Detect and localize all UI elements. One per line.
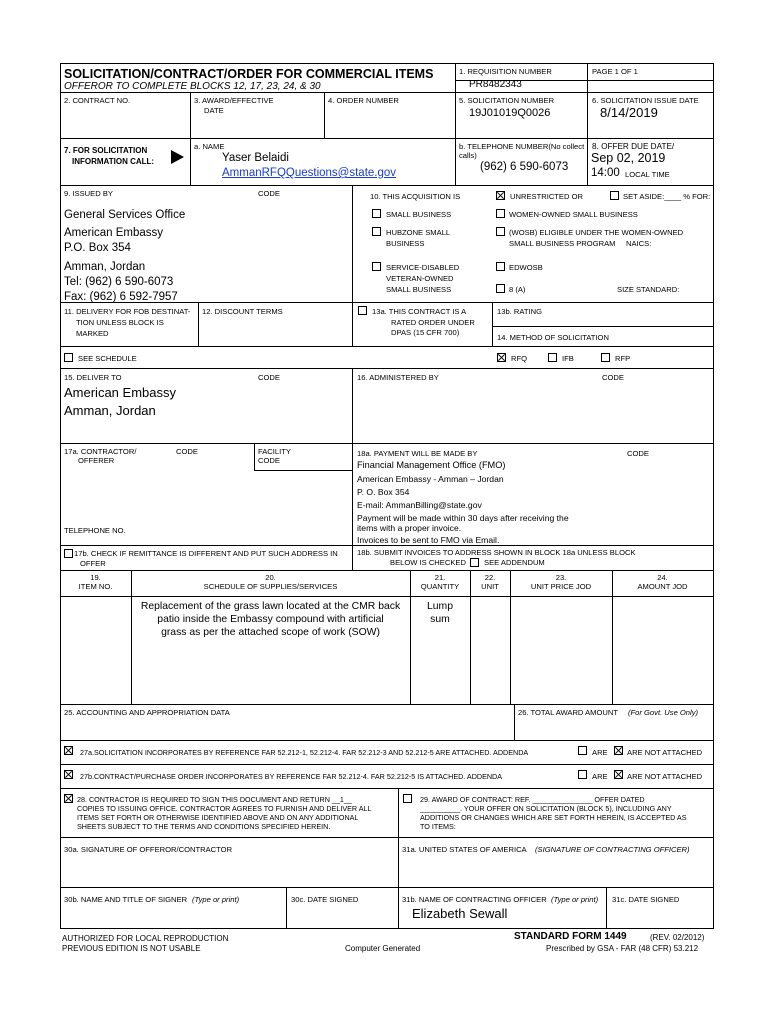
rated-order-checkbox[interactable] (358, 306, 367, 315)
col-header-item-number: 19. (90, 573, 101, 582)
col-header-amount: 24. (657, 573, 668, 582)
telephone-label: b. TELEPHONE NUMBER(No collect (459, 142, 585, 151)
unrestricted-label: UNRESTRICTED OR (510, 192, 583, 201)
block27a-are-not-label: ARE NOT ATTACHED (627, 748, 703, 757)
award-label-2: DATE (204, 106, 224, 115)
remittance-label: 17b. CHECK IF REMITTANCE IS DIFFERENT AND PUT SUCH ADDRESS IN (74, 549, 338, 558)
submit-invoices-label-2: BELOW IS CHECKED (390, 558, 466, 567)
rfq-checkbox[interactable] (497, 353, 506, 362)
order-number-label: 4. ORDER NUMBER (328, 96, 399, 105)
eight-a-checkbox[interactable] (496, 284, 505, 293)
method-label: 14. METHOD OF SOLICITATION (497, 333, 609, 342)
contractor-label-2: OFFERER (78, 456, 115, 465)
contracting-officer-label: 31b. NAME OF CONTRACTING OFFICER (402, 895, 547, 904)
footer-authorized: AUTHORIZED FOR LOCAL REPRODUCTION (62, 934, 229, 943)
naics-label: NAICS: (626, 239, 652, 248)
issue-date-value[interactable]: 8/14/2019 (600, 105, 658, 120)
issuer-line: Tel: (962) 6 590-6073 (64, 276, 174, 288)
block27a-checkbox[interactable] (64, 746, 73, 755)
see-addendum-label: SEE ADDENDUM (484, 558, 545, 567)
col-header-item-number-label: ITEM NO. (78, 582, 113, 591)
block7-label: 7. FOR SOLICITATION (64, 146, 148, 155)
rfp-label: RFP (615, 354, 631, 363)
offer-due-date[interactable]: Sep 02, 2019 (591, 151, 666, 165)
deliver-to-line: American Embassy (64, 385, 176, 400)
page-label: PAGE 1 OF 1 (592, 67, 638, 76)
see-schedule-label: SEE SCHEDULE (78, 354, 137, 363)
payment-note-2: items with a proper invoice. (357, 523, 462, 533)
set-aside-checkbox[interactable] (610, 191, 619, 200)
item-quantity-2: sum (430, 614, 450, 625)
women-owned-label: WOMEN-OWNED SMALL BUSINESS (509, 210, 638, 219)
total-award-label: 26. TOTAL AWARD AMOUNT (518, 708, 619, 717)
deliver-to-label: 15. DELIVER TO (64, 373, 122, 382)
deliver-to-line: Amman, Jordan (64, 403, 156, 418)
wosb-checkbox[interactable] (496, 227, 505, 236)
payment-line: E-mail: AmmanBilling@state.gov (357, 500, 482, 510)
rating-label: 13b. RATING (497, 307, 543, 316)
remittance-checkbox[interactable] (64, 549, 73, 558)
rated-order-label-3: DPAS (15 CFR 700) (391, 328, 460, 337)
rfp-checkbox[interactable] (601, 353, 610, 362)
payment-line: Financial Management Office (FMO) (357, 460, 506, 470)
footer-computer-generated: Computer Generated (345, 944, 421, 953)
unrestricted-checkbox[interactable] (496, 191, 505, 200)
block27a-are-not-checkbox[interactable] (614, 746, 623, 755)
issuer-line: General Services Office (64, 209, 186, 221)
local-time-label: LOCAL TIME (625, 170, 670, 179)
issuer-line: American Embassy (64, 227, 164, 239)
sdvosb-label: SERVICE-DISABLED (386, 263, 460, 272)
footer-form-rev: (REV. 02/2012) (650, 933, 705, 942)
signer-name-note: (Type or print) (192, 895, 240, 904)
telephone-value[interactable]: (962) 6 590-6073 (480, 161, 569, 173)
block29-checkbox[interactable] (403, 794, 412, 803)
col-header-amount-label: AMOUNT JOD (637, 582, 688, 591)
sdvosb-label-3: SMALL BUSINESS (386, 285, 452, 294)
payment-label: 18a. PAYMENT WILL BE MADE BY (357, 449, 478, 458)
block28-text: 28. CONTRACTOR IS REQUIRED TO SIGN THIS DOCUMENT AND RETURN __1__ (77, 795, 352, 804)
solicitation-number-value[interactable]: 19J01019Q0026 (469, 107, 551, 119)
item-description-3: grass as per the attached scope of work (SOW) (161, 627, 380, 638)
block29-text-3: ADDITIONS OR CHANGES WHICH ARE SET FORTH HEREIN, IS ACCEPTED AS (420, 813, 687, 822)
delivery-fob-label: 11. DELIVERY FOR FOB DESTINAT- (64, 307, 191, 316)
sdvosb-label-2: VETERAN-OWNED (386, 274, 454, 283)
block29-text-2: __________. YOUR OFFER ON SOLICITATION (BLOCK 5), INCLUDING ANY (420, 804, 672, 813)
delivery-fob-label-2: TION UNLESS BLOCK IS (76, 318, 164, 327)
remittance-label-2: OFFER (80, 559, 106, 568)
requisition-value[interactable]: PR8482343 (469, 79, 522, 90)
women-owned-checkbox[interactable] (496, 209, 505, 218)
col-header-unit-price-label: UNIT PRICE JOD (530, 582, 592, 591)
rfq-label: RFQ (511, 354, 528, 363)
deliver-to-code-label: CODE (258, 373, 280, 382)
signer-date-label: 30c. DATE SIGNED (291, 895, 359, 904)
contact-name[interactable]: Yaser Belaidi (222, 152, 289, 164)
col-header-quantity: 21. (434, 573, 446, 582)
block27a-are-label: ARE (592, 748, 608, 757)
small-business-label: SMALL BUSINESS (386, 210, 452, 219)
block27b-checkbox[interactable] (64, 770, 73, 779)
facility-code-label-2: CODE (258, 456, 280, 465)
block28-checkbox[interactable] (64, 794, 73, 803)
invoice-note: Invoices to be sent to FMO via Email. (357, 535, 500, 545)
offeror-signature-label: 30a. SIGNATURE OF OFFEROR/CONTRACTOR (64, 845, 233, 854)
block27b-are-not-checkbox[interactable] (614, 770, 623, 779)
payment-note: Payment will be made within 30 days after receiving the (357, 513, 569, 523)
item-quantity: Lump (427, 601, 453, 612)
telephone-label-2: calls) (459, 151, 477, 160)
wosb-label: (WOSB) ELIGIBLE UNDER THE WOMEN-OWNED (509, 228, 684, 237)
contractor-label: 17a. CONTRACTOR/ (64, 447, 137, 456)
footer-form-name: STANDARD FORM 1449 (514, 931, 627, 942)
block27a-are-checkbox[interactable] (578, 746, 587, 755)
rated-order-label-2: RATED ORDER UNDER (391, 318, 475, 327)
payment-code-label: CODE (627, 449, 649, 458)
administered-by-code-label: CODE (602, 373, 624, 382)
hubzone-checkbox[interactable] (372, 227, 381, 236)
form-title: SOLICITATION/CONTRACT/ORDER FOR COMMERCIAL ITEMS (64, 67, 434, 81)
name-label: a. NAME (194, 142, 225, 151)
small-business-checkbox[interactable] (372, 209, 381, 218)
contract-no-label: 2. CONTRACT NO. (64, 96, 131, 105)
accounting-label: 25. ACCOUNTING AND APPROPRIATION DATA (64, 708, 230, 717)
block27b-are-label: ARE (592, 772, 608, 781)
issue-date-label: 6. SOLICITATION ISSUE DATE (592, 96, 699, 105)
block28-text-2: COPIES TO ISSUING OFFICE. CONTRACTOR AGREES TO FURNISH AND DELIVER ALL (77, 804, 372, 813)
block27b-are-checkbox[interactable] (578, 770, 587, 779)
contact-email-link[interactable]: AmmanRFQQuestions@state.gov (222, 167, 397, 179)
acquisition-label: 10. THIS ACQUISITION IS (370, 192, 461, 201)
eight-a-label: 8 (A) (509, 285, 526, 294)
col-header-quantity-label: QUANTITY (420, 582, 460, 591)
col-header-unit-label: UNIT (481, 582, 499, 591)
issuer-line: P.O. Box 354 (64, 242, 131, 254)
co-date-label: 31c. DATE SIGNED (612, 895, 680, 904)
solicitation-number-label: 5. SOLICITATION NUMBER (459, 96, 555, 105)
set-aside-label: SET ASIDE:____ % FOR: (623, 192, 711, 201)
hubzone-label: HUBZONE SMALL (386, 228, 451, 237)
payment-line: American Embassy - Amman – Jordan (357, 474, 504, 484)
footer-previous-edition: PREVIOUS EDITION IS NOT USABLE (62, 944, 201, 953)
block29-text: 29. AWARD OF CONTRACT: REF. _______________ OFFER DATED (420, 795, 645, 804)
edwosb-checkbox[interactable] (496, 262, 505, 271)
block27b-text: 27b.CONTRACT/PURCHASE ORDER INCORPORATES BY REFERENCE FAR 52.212-4. FAR 52.212-5 IS ATTACHED. ADDENDA (80, 772, 503, 781)
us-signature-note: (SIGNATURE OF CONTRACTING OFFICER) (535, 845, 690, 854)
ifb-label: IFB (562, 354, 574, 363)
see-addendum-checkbox[interactable] (470, 558, 479, 567)
total-award-note: (For Govt. Use Only) (628, 708, 699, 717)
delivery-fob-label-3: MARKED (76, 329, 109, 338)
block29-text-4: TO ITEMS: (420, 822, 456, 831)
issuer-line: Amman, Jordan (64, 261, 146, 273)
submit-invoices-label: 18b. SUBMIT INVOICES TO ADDRESS SHOWN IN BLOCK 18a UNLESS BLOCK (357, 548, 636, 557)
ifb-checkbox[interactable] (548, 353, 557, 362)
col-header-schedule-label: SCHEDULE OF SUPPLIES/SERVICES (203, 582, 338, 591)
signer-name-label: 30b. NAME AND TITLE OF SIGNER (64, 895, 188, 904)
item-description-2: patio inside the Embassy compound with artificial (157, 614, 384, 625)
sdvosb-checkbox[interactable] (372, 262, 381, 271)
issued-by-label: 9. ISSUED BY (64, 189, 113, 198)
hubzone-label-2: BUSINESS (386, 239, 425, 248)
block27b-are-not-label: ARE NOT ATTACHED (627, 772, 703, 781)
contractor-code-label: CODE (176, 447, 198, 456)
discount-terms-label: 12. DISCOUNT TERMS (202, 307, 283, 316)
col-header-unit-price: 23. (555, 573, 567, 582)
col-header-unit: 22. (484, 573, 496, 582)
form-subtitle: OFFEROR TO COMPLETE BLOCKS 12, 17, 23, 24, & 30 (64, 81, 321, 92)
contracting-officer-note: (Type or print) (551, 895, 599, 904)
wosb-label-2: SMALL BUSINESS PROGRAM (509, 239, 616, 248)
administered-by-label: 16. ADMINISTERED BY (357, 373, 439, 382)
payment-line: P. O. Box 354 (357, 487, 410, 497)
block28-text-3: ITEMS SET FORTH OR OTHERWISE IDENTIFIED ABOVE AND ON ANY ADDITIONAL (77, 813, 359, 822)
issuer-line: Fax: (962) 6 592-7957 (64, 291, 178, 303)
offer-due-time[interactable]: 14:00 (591, 167, 620, 179)
arrow-right-icon (171, 150, 184, 164)
block27a-text: 27a.SOLICITATION INCORPORATES BY REFERENCE FAR 52.212-1, 52.212-4. FAR 52.212-3 AND 52.212-5 ARE ATTACHED. ADDENDA (80, 748, 529, 757)
block7-label-2: INFORMATION CALL: (72, 157, 155, 166)
facility-code-label: FACILITY (258, 447, 291, 456)
requisition-label: 1. REQUISITION NUMBER (459, 67, 552, 76)
block28-text-4: SHEETS SUBJECT TO THE TERMS AND CONDITIONS SPECIFIED HEREIN. (77, 822, 331, 831)
item-description: Replacement of the grass lawn located at the CMR back (140, 601, 401, 612)
us-signature-label: 31a. UNITED STATES OF AMERICA (402, 845, 527, 854)
edwosb-label: EDWOSB (509, 263, 543, 272)
rated-order-label: 13a. THIS CONTRACT IS A (372, 307, 467, 316)
see-schedule-checkbox[interactable] (64, 353, 73, 362)
offer-due-label: 8. OFFER DUE DATE/ (592, 142, 675, 151)
footer-prescribed: Prescribed by GSA - FAR (48 CFR) 53.212 (546, 944, 699, 953)
col-header-schedule: 20. (265, 573, 276, 582)
contracting-officer-name[interactable]: Elizabeth Sewall (412, 906, 508, 921)
size-standard-label: SIZE STANDARD: (617, 285, 680, 294)
issued-by-code-label: CODE (258, 189, 280, 198)
telephone-no-label: TELEPHONE NO. (64, 526, 126, 535)
award-label: 3. AWARD/EFFECTIVE (194, 96, 274, 105)
